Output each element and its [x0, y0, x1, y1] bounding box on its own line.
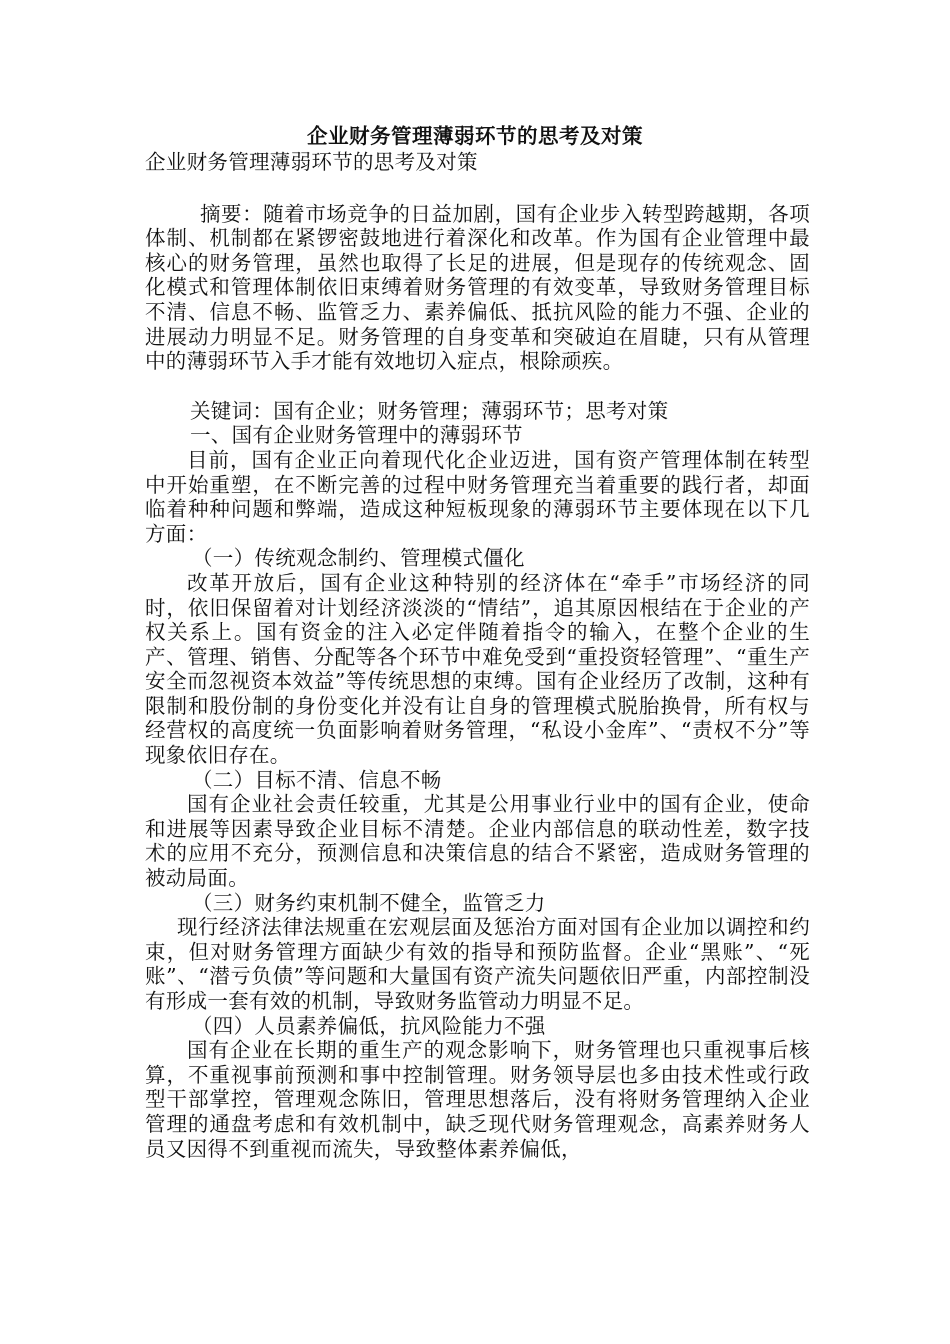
abstract-paragraph: 摘要：随着市场竞争的日益加剧，国有企业步入转型跨越期，各项体制、机制都在紧锣密鼓地进行着深化和改革。作为国有企业管理中最核心的财务管理，虽然也取得了长足的进展，但是现存的传统观念、固化模式和管理体制依旧束缚着财务管理的有效变革，导致财务管理目标不清、信息不畅、监管乏力、素养偏低、抵抗风险的能力不强、企业的进展动力明显不足。财务管理的自身变革和突破迫在眉睫，只有从管理中的薄弱环节入手才能有效地切入症点，根除顽疾。	[145, 201, 810, 374]
document-body	[145, 150, 810, 1161]
document-subtitle: 企业财务管理薄弱环节的思考及对策	[145, 150, 478, 174]
subsection-paragraph: 改革开放后，国有企业这种特别的经济体在“牵手”市场经济的同时，依旧保留着对计划经济淡淡的“情结”，追其原因根结在于企业的产权关系上。国有资金的注入必定伴随着指令的输入，在整个企业的生产、管理、销售、分配等各个环节中难免受到“重投资轻管理”、“重生产安全而忽视资本效益”等传统思想的束缚。国有企业经历了改制，这种有限制和股份制的身份变化并没有让自身的管理模式脱胎换骨，所有权与经营权的高度统一负面影响着财务管理，“私设小金库”、“责权不分”等现象依旧存在。	[145, 570, 810, 768]
section-intro-paragraph: 目前，国有企业正向着现代化企业迈进，国有资产管理体制在转型中开始重塑，在不断完善的过程中财务管理充当着重要的践行者，却面临着种种问题和弊端，造成这种短板现象的薄弱环节主要体现在以下几方面：	[145, 447, 810, 546]
subsection-paragraph: 现行经济法律法规重在宏观层面及惩治方面对国有企业加以调控和约束，但对财务管理方面缺少有效的指导和预防监督。企业“黑账”、“死账”、“潜亏负债”等问题和大量国有资产流失问题依旧严重，内部控制没有形成一套有效的机制，导致财务监管动力明显不足。	[145, 915, 810, 1013]
subsection-heading: （四）人员素养偏低，抗风险能力不强	[192, 1013, 546, 1038]
section-heading: 一、国有企业财务管理中的薄弱环节	[190, 423, 523, 448]
document-title: 企业财务管理薄弱环节的思考及对策	[307, 124, 643, 148]
subsection-heading: （一）传统观念制约、管理模式僵化	[192, 546, 525, 571]
subsection-paragraph: 国有企业在长期的重生产的观念影响下，财务管理也只重视事后核算，不重视事前预测和事中控制管理。财务领导层也多由技术性或行政型干部掌控，管理观念陈旧，管理思想落后，没有将财务管理纳入企业管理的通盘考虑和有效机制中，缺乏现代财务管理观念，高素养财务人员又因得不到重视而流失，导致整体素养偏低，	[145, 1038, 810, 1161]
keywords-line: 关键词：国有企业；财务管理；薄弱环节；思考对策	[190, 398, 669, 423]
subsection-heading: （三）财务约束机制不健全，监管乏力	[192, 890, 546, 915]
subsection-paragraph: 国有企业社会责任较重，尤其是公用事业行业中的国有企业，使命和进展等因素导致企业目标不清楚。企业内部信息的联动性差，数字技术的应用不充分，预测信息和决策信息的结合不紧密，造成财务管理的被动局面。	[145, 792, 810, 891]
subsection-heading: （二）目标不清、信息不畅	[192, 767, 442, 792]
